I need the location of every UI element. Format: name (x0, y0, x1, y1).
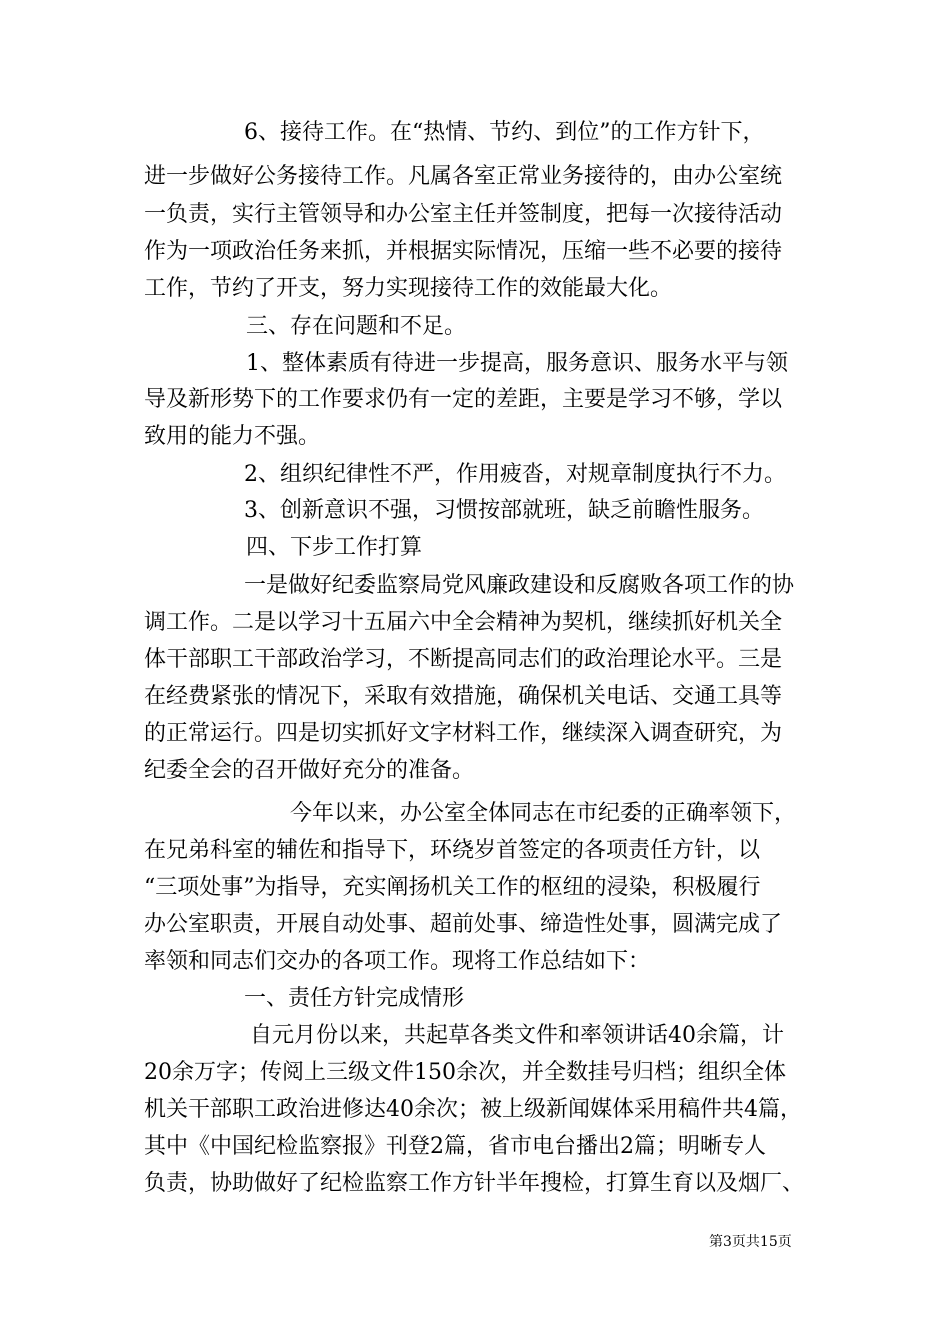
text-line: 的正常运行。四是切实抓好文字材料工作，继续深入调查研究，为 (144, 721, 783, 746)
text-line: 机关干部职工政治进修达40余次；被上级新闻媒体采用稿件共4篇， (144, 1097, 802, 1122)
text-line: 自元月份以来，共起草各类文件和率领讲话40余篇，计 (250, 1023, 784, 1048)
text-line: 工作，节约了开支，努力实现接待工作的效能最大化。 (144, 276, 673, 301)
text-line: 20余万字；传阅上三级文件150余次，并全数挂号归档；组织全体 (144, 1060, 786, 1085)
text-line: 作为一项政治任务来抓，并根据实际情况，压缩一些不必要的接待 (144, 239, 783, 264)
text-line: 3、创新意识不强，习惯按部就班，缺乏前瞻性服务。 (244, 498, 764, 523)
section-heading: 一、责任方针完成情形 (244, 986, 465, 1011)
text-line: 率领和同志们交办的各项工作。现将工作总结如下： (144, 949, 651, 974)
text-line: 一负责，实行主管领导和办公室主任并签制度，把每一次接待活动 (144, 202, 783, 227)
section-heading: 四、下步工作打算 (246, 535, 423, 560)
text-line: 调工作。二是以学习十五届六中全会精神为契机，继续抓好机关全 (144, 610, 783, 635)
text-line: 在经费紧张的情况下，采取有效措施，确保机关电话、交通工具等 (144, 684, 783, 709)
text-line: “三项处事”为指导，充实阐扬机关工作的枢纽的浸染，积极履行 (144, 875, 761, 900)
text-line: 导及新形势下的工作要求仍有一定的差距，主要是学习不够，学以 (144, 387, 783, 412)
text-line: 致用的能力不强。 (144, 424, 321, 449)
section-heading: 三、存在问题和不足。 (246, 314, 467, 339)
text-line: 其中《中国纪检监察报》刊登2篇，省市电台播出2篇；明晰专人 (144, 1134, 766, 1159)
page-number: 第3页共15页 (709, 1234, 792, 1250)
text-line: 2、组织纪律性不严，作用疲沓，对规章制度执行不力。 (244, 462, 786, 487)
text-line: 进一步做好公务接待工作。凡属各室正常业务接待的，由办公室统 (144, 164, 783, 189)
text-line: 今年以来，办公室全体同志在市纪委的正确率领下， (290, 801, 797, 826)
text-line: 在兄弟科室的辅佐和指导下，环绕岁首签定的各项责任方针，以 (144, 838, 761, 863)
text-line: 体干部职工干部政治学习，不断提高同志们的政治理论水平。三是 (144, 647, 783, 672)
text-line: 纪委全会的召开做好充分的准备。 (144, 758, 475, 783)
text-line: 6、接待工作。在“热情、节约、到位”的工作方针下， (244, 120, 765, 145)
text-line: 办公室职责，开展自动处事、超前处事、缔造性处事，圆满完成了 (144, 912, 783, 937)
text-line: 一是做好纪委监察局党风廉政建设和反腐败各项工作的协 (244, 573, 795, 598)
text-line: 1、整体素质有待进一步提高，服务意识、服务水平与领 (246, 351, 788, 376)
text-line: 负责，协助做好了纪检监察工作方针半年搜检，打算生育以及烟厂、 (144, 1171, 805, 1196)
